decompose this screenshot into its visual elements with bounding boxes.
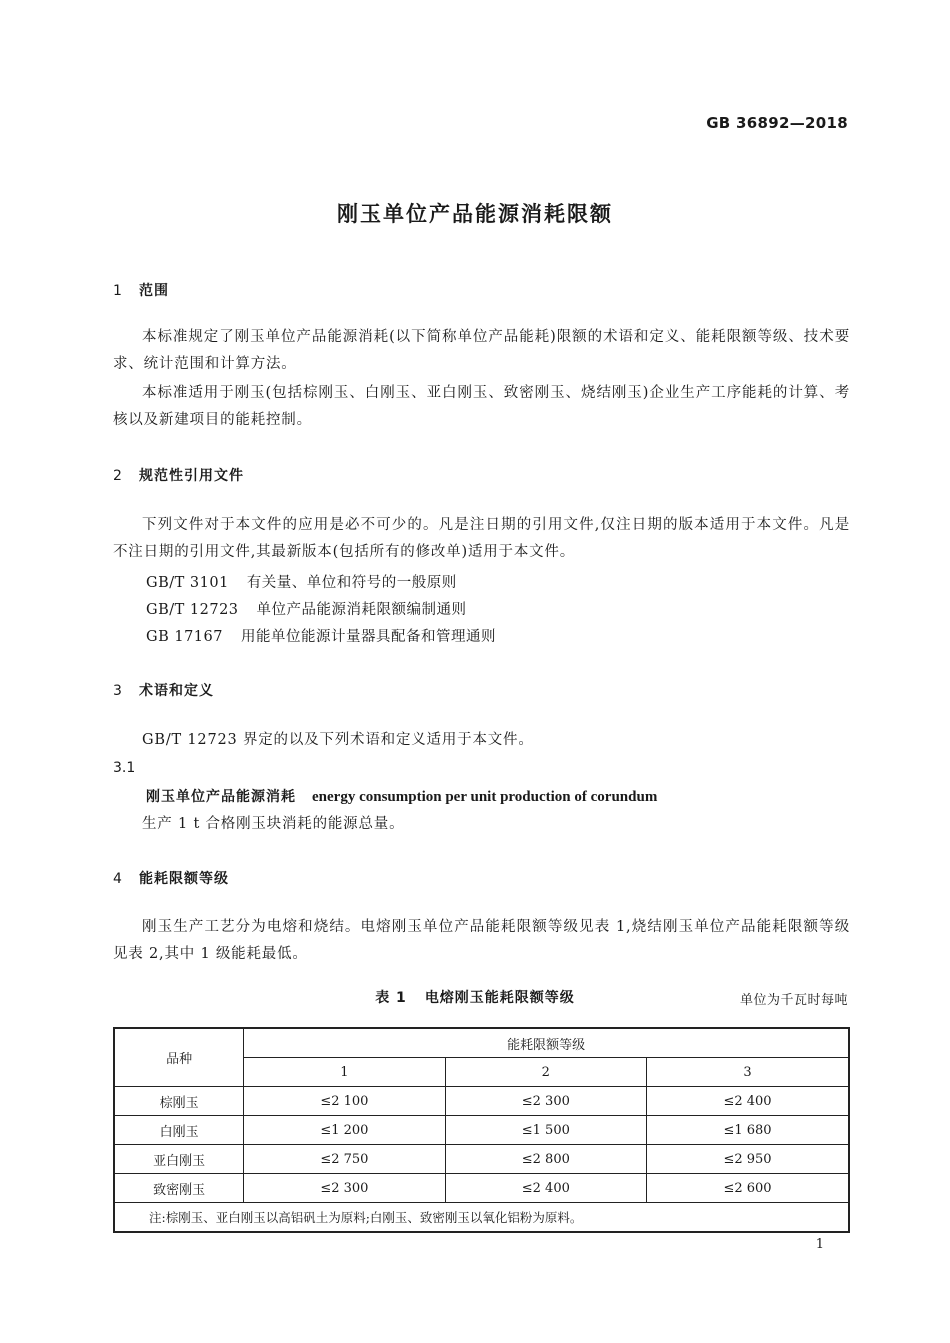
value-cell: ≤1 500: [445, 1116, 646, 1145]
term-english: energy consumption per unit production of corundum: [312, 789, 658, 805]
table-unit-note: 单位为千瓦时每吨: [739, 993, 848, 1008]
value-cell: ≤1 680: [647, 1116, 849, 1145]
section-number: 4: [113, 871, 123, 887]
section-title: 范围: [139, 283, 169, 299]
value-cell: ≤2 400: [445, 1174, 646, 1203]
value-cell: ≤2 300: [445, 1087, 646, 1116]
section-number: 2: [113, 468, 123, 484]
section-2-heading: [113, 465, 244, 485]
section-1-heading: [113, 280, 169, 300]
table-header-row: [114, 1028, 849, 1058]
standard-code: GB 36892—2018: [706, 114, 848, 132]
variety-cell: 棕刚玉: [114, 1087, 244, 1116]
term-entry: [146, 786, 657, 806]
reference-item: [146, 571, 457, 592]
energy-limit-table: [113, 1027, 850, 1233]
section-1-paragraph-1: 本标准规定了刚玉单位产品能源消耗(以下简称单位产品能耗)限额的术语和定义、能耗限额等级、技术要求、统计范围和计算方法。: [113, 329, 850, 372]
section-title: 术语和定义: [139, 683, 214, 699]
section-3-heading: [113, 680, 214, 700]
section-3-paragraph-1: GB/T 12723 界定的以及下列术语和定义适用于本文件。: [142, 732, 534, 748]
table-title: 电熔刚玉能耗限额等级: [424, 990, 575, 1006]
value-cell: ≤2 750: [244, 1145, 445, 1174]
section-2-paragraph-1: 下列文件对于本文件的应用是必不可少的。凡是注日期的引用文件,仅注日期的版本适用于本文件。凡是不注日期的引用文件,其最新版本(包括所有的修改单)适用于本文件。: [113, 517, 850, 560]
reference-title: 用能单位能源计量器具配备和管理通则: [240, 629, 496, 645]
value-cell: ≤1 200: [244, 1116, 445, 1145]
term-definition: 生产 1 t 合格刚玉块消耗的能源总量。: [142, 816, 405, 832]
value-cell: ≤2 800: [445, 1145, 646, 1174]
table-row: [114, 1116, 849, 1145]
section-4-paragraph-1: 刚玉生产工艺分为电熔和烧结。电熔刚玉单位产品能耗限额等级见表 1,烧结刚玉单位产品能耗限额等级见表 2,其中 1 级能耗最低。: [113, 919, 850, 962]
table-note-row: [114, 1203, 849, 1233]
variety-cell: 亚白刚玉: [114, 1145, 244, 1174]
value-cell: ≤2 400: [647, 1087, 849, 1116]
value-cell: ≤2 600: [647, 1174, 849, 1203]
header-variety: 品种: [114, 1028, 244, 1087]
variety-cell: 致密刚玉: [114, 1174, 244, 1203]
grade-cell: 2: [445, 1058, 646, 1087]
page-number: 1: [815, 1237, 824, 1252]
reference-code: GB 17167: [146, 629, 223, 645]
table-row: [114, 1087, 849, 1116]
reference-code: GB/T 12723: [146, 602, 239, 618]
table-note: 注:棕刚玉、亚白刚玉以高铝矾土为原料;白刚玉、致密刚玉以氧化铝粉为原料。: [114, 1203, 849, 1233]
grade-cell: 3: [647, 1058, 849, 1087]
table-row: [114, 1145, 849, 1174]
section-title: 规范性引用文件: [139, 468, 244, 484]
table-row: [114, 1174, 849, 1203]
variety-cell: 白刚玉: [114, 1116, 244, 1145]
table-label: 表 1: [375, 990, 407, 1006]
value-cell: ≤2 950: [647, 1145, 849, 1174]
value-cell: ≤2 300: [244, 1174, 445, 1203]
grade-cell: 1: [244, 1058, 445, 1087]
term-number: 3.1: [113, 760, 136, 776]
reference-item: [146, 598, 467, 619]
reference-code: GB/T 3101: [146, 575, 229, 591]
section-4-heading: [113, 868, 229, 888]
document-title: 刚玉单位产品能源消耗限额: [337, 202, 613, 226]
reference-title: 有关量、单位和符号的一般原则: [246, 575, 457, 591]
section-number: 1: [113, 283, 123, 299]
reference-title: 单位产品能源消耗限额编制通则: [256, 602, 467, 618]
section-number: 3: [113, 683, 123, 699]
header-grade: 能耗限额等级: [244, 1028, 849, 1058]
section-1-paragraph-2: 本标准适用于刚玉(包括棕刚玉、白刚玉、亚白刚玉、致密刚玉、烧结刚玉)企业生产工序能耗的计算、考核以及新建项目的能耗控制。: [113, 385, 850, 428]
section-title: 能耗限额等级: [139, 871, 229, 887]
reference-item: [146, 625, 496, 646]
term-chinese: 刚玉单位产品能源消耗: [146, 789, 296, 805]
value-cell: ≤2 100: [244, 1087, 445, 1116]
